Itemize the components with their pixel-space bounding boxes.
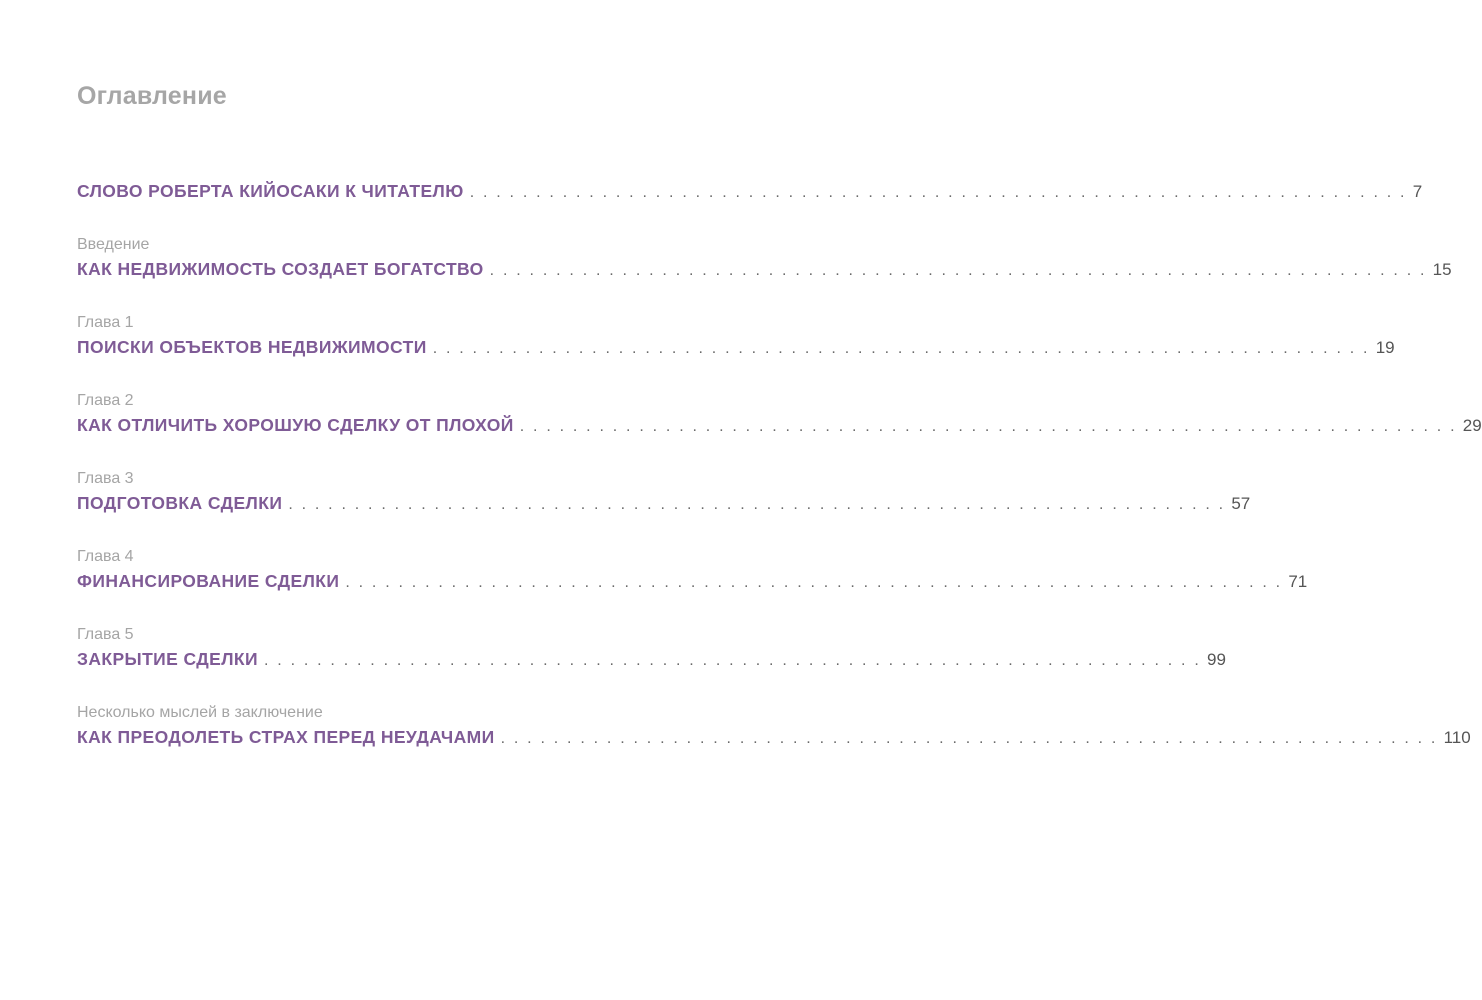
toc-page-number: 29 [1462,416,1482,435]
dot-leader: . . . . . . . . . . . . . . . . . . . . . . . . . . . . . . . . . . . . . . . . . . . . . . . . . . . . . . . . . . . . . . . . . . . . . . . [469,184,1407,201]
toc-subtitle: Несколько мыслей в заключение [77,704,323,721]
toc-subtitle: Введение [77,236,150,253]
dot-leader: . . . . . . . . . . . . . . . . . . . . . . . . . . . . . . . . . . . . . . . . . . . . . . . . . . . . . . . . . . . . . . . . . . . . . . . [432,340,1370,357]
dot-leader: . . . . . . . . . . . . . . . . . . . . . . . . . . . . . . . . . . . . . . . . . . . . . . . . . . . . . . . . . . . . . . . . . . . . . . . [288,496,1226,513]
toc-title: КАК ПРЕОДОЛЕТЬ СТРАХ ПЕРЕД НЕУДАЧАМИ [77,727,495,747]
toc-page-number: 57 [1231,494,1251,513]
toc-page-number: 99 [1206,650,1226,669]
toc-page-number: 15 [1432,260,1452,279]
toc-row[interactable] [77,415,1482,439]
dot-leader: . . . . . . . . . . . . . . . . . . . . . . . . . . . . . . . . . . . . . . . . . . . . . . . . . . . . . . . . . . . . . . . . . . . . . . . [489,262,1427,279]
toc-title: ПОДГОТОВКА СДЕЛКИ [77,493,283,513]
toc-title: КАК НЕДВИЖИМОСТЬ СОЗДАЕТ БОГАТСТВО [77,259,484,279]
toc-title: КАК ОТЛИЧИТЬ ХОРОШУЮ СДЕЛКУ ОТ ПЛОХОЙ [77,415,514,435]
toc-title: ФИНАНСИРОВАНИЕ СДЕЛКИ [77,571,340,591]
toc-row[interactable] [77,727,1471,751]
dot-leader: . . . . . . . . . . . . . . . . . . . . . . . . . . . . . . . . . . . . . . . . . . . . . . . . . . . . . . . . . . . . . . . . . . . . . . . [263,652,1201,669]
toc-row[interactable] [77,181,1423,205]
page-title: Оглавление [77,82,227,110]
toc-page-number: 7 [1412,182,1423,201]
toc-title: ЗАКРЫТИЕ СДЕЛКИ [77,649,258,669]
toc-subtitle: Глава 5 [77,626,134,643]
toc-row[interactable] [77,571,1308,595]
toc-page-number: 110 [1443,728,1471,747]
dot-leader: . . . . . . . . . . . . . . . . . . . . . . . . . . . . . . . . . . . . . . . . . . . . . . . . . . . . . . . . . . . . . . . . . . . . . . . [500,730,1438,747]
toc-subtitle: Глава 3 [77,470,134,487]
toc-row[interactable] [77,493,1251,517]
toc-subtitle: Глава 4 [77,548,134,565]
toc-title: ПОИСКИ ОБЪЕКТОВ НЕДВИЖИМОСТИ [77,337,427,357]
toc-subtitle: Глава 1 [77,314,134,331]
dot-leader: . . . . . . . . . . . . . . . . . . . . . . . . . . . . . . . . . . . . . . . . . . . . . . . . . . . . . . . . . . . . . . . . . . . . . . . [345,574,1283,591]
dot-leader: . . . . . . . . . . . . . . . . . . . . . . . . . . . . . . . . . . . . . . . . . . . . . . . . . . . . . . . . . . . . . . . . . . . . . . . [519,418,1457,435]
toc-row[interactable] [77,649,1226,673]
toc-row[interactable] [77,337,1395,361]
toc-row[interactable] [77,259,1452,283]
toc-page-number: 71 [1288,572,1308,591]
toc-subtitle: Глава 2 [77,392,134,409]
toc-title: СЛОВО РОБЕРТА КИЙОСАКИ К ЧИТАТЕЛЮ [77,181,464,201]
toc-page-number: 19 [1375,338,1395,357]
